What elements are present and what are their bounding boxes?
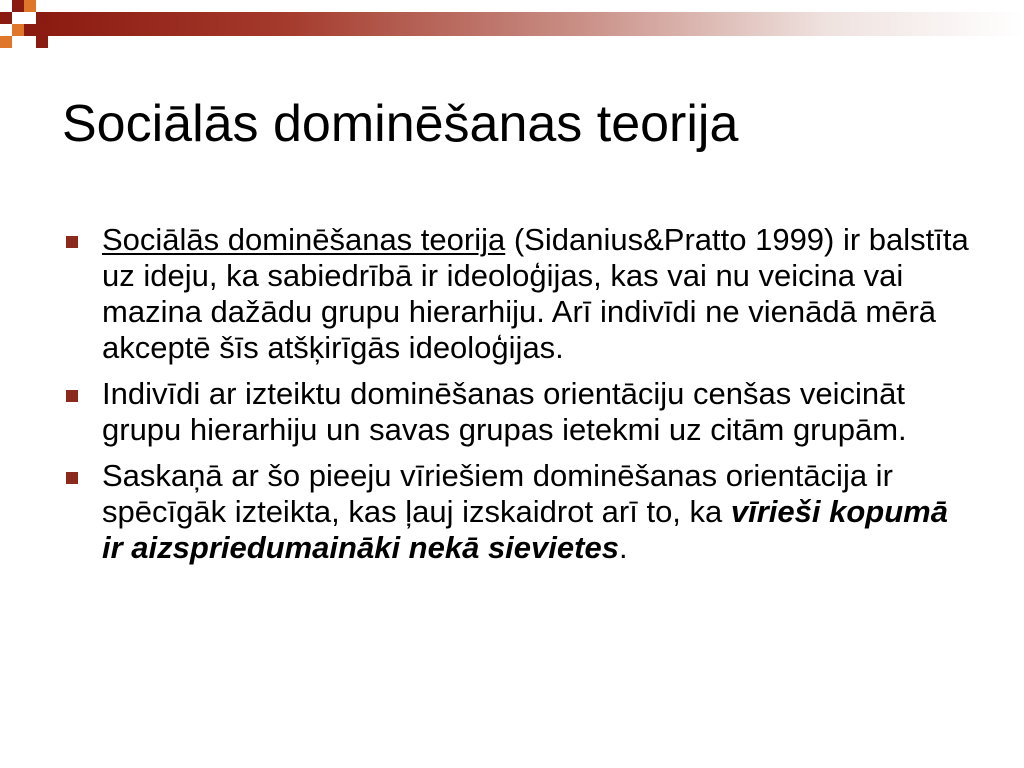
bullet-square-icon bbox=[66, 472, 78, 484]
bullet-item bbox=[62, 376, 974, 448]
term-underlined: Sociālās dominēšanas teorija bbox=[102, 222, 506, 257]
decorative-square bbox=[12, 0, 24, 12]
emphasized-text: vīrieši kopumā ir aizspriedumaināki nekā sievietes bbox=[102, 494, 948, 565]
header-gradient-bar bbox=[36, 12, 1024, 36]
bullet-text: . bbox=[618, 530, 628, 565]
decorative-header-band bbox=[0, 0, 1024, 50]
bullet-square-icon bbox=[66, 390, 78, 402]
bullet-item bbox=[62, 458, 974, 566]
decorative-square bbox=[24, 24, 36, 36]
decorative-square bbox=[0, 36, 12, 48]
bullet-square-icon bbox=[66, 236, 78, 248]
bullet-text: Saskaņā ar šo pieeju vīriešiem dominēšanas orientācija ir spēcīgāk izteikta, kas ļauj izskaidrot arī to, ka bbox=[102, 458, 893, 529]
slide-title: Sociālās dominēšanas teorija bbox=[62, 95, 739, 153]
bullet-text: (Sidanius&Pratto 1999) ir balstīta uz ideju, ka sabiedrībā ir ideoloģijas, kas vai nu veicina vai mazina dažādu grupu hierarhiju. Arī indivīdi ne vienādā mērā akceptē šīs atšķirīgās ideoloģijas. bbox=[102, 222, 969, 365]
decorative-square bbox=[12, 24, 24, 36]
decorative-square bbox=[0, 12, 12, 24]
decorative-square bbox=[24, 0, 36, 12]
decorative-square bbox=[36, 36, 48, 48]
bullet-item bbox=[62, 222, 974, 366]
bullet-text: Indivīdi ar izteiktu dominēšanas orientāciju cenšas veicināt grupu hierarhiju un savas grupas ietekmi uz citām grupām. bbox=[102, 376, 907, 447]
bullet-list bbox=[62, 222, 974, 576]
decorative-square bbox=[36, 12, 48, 24]
